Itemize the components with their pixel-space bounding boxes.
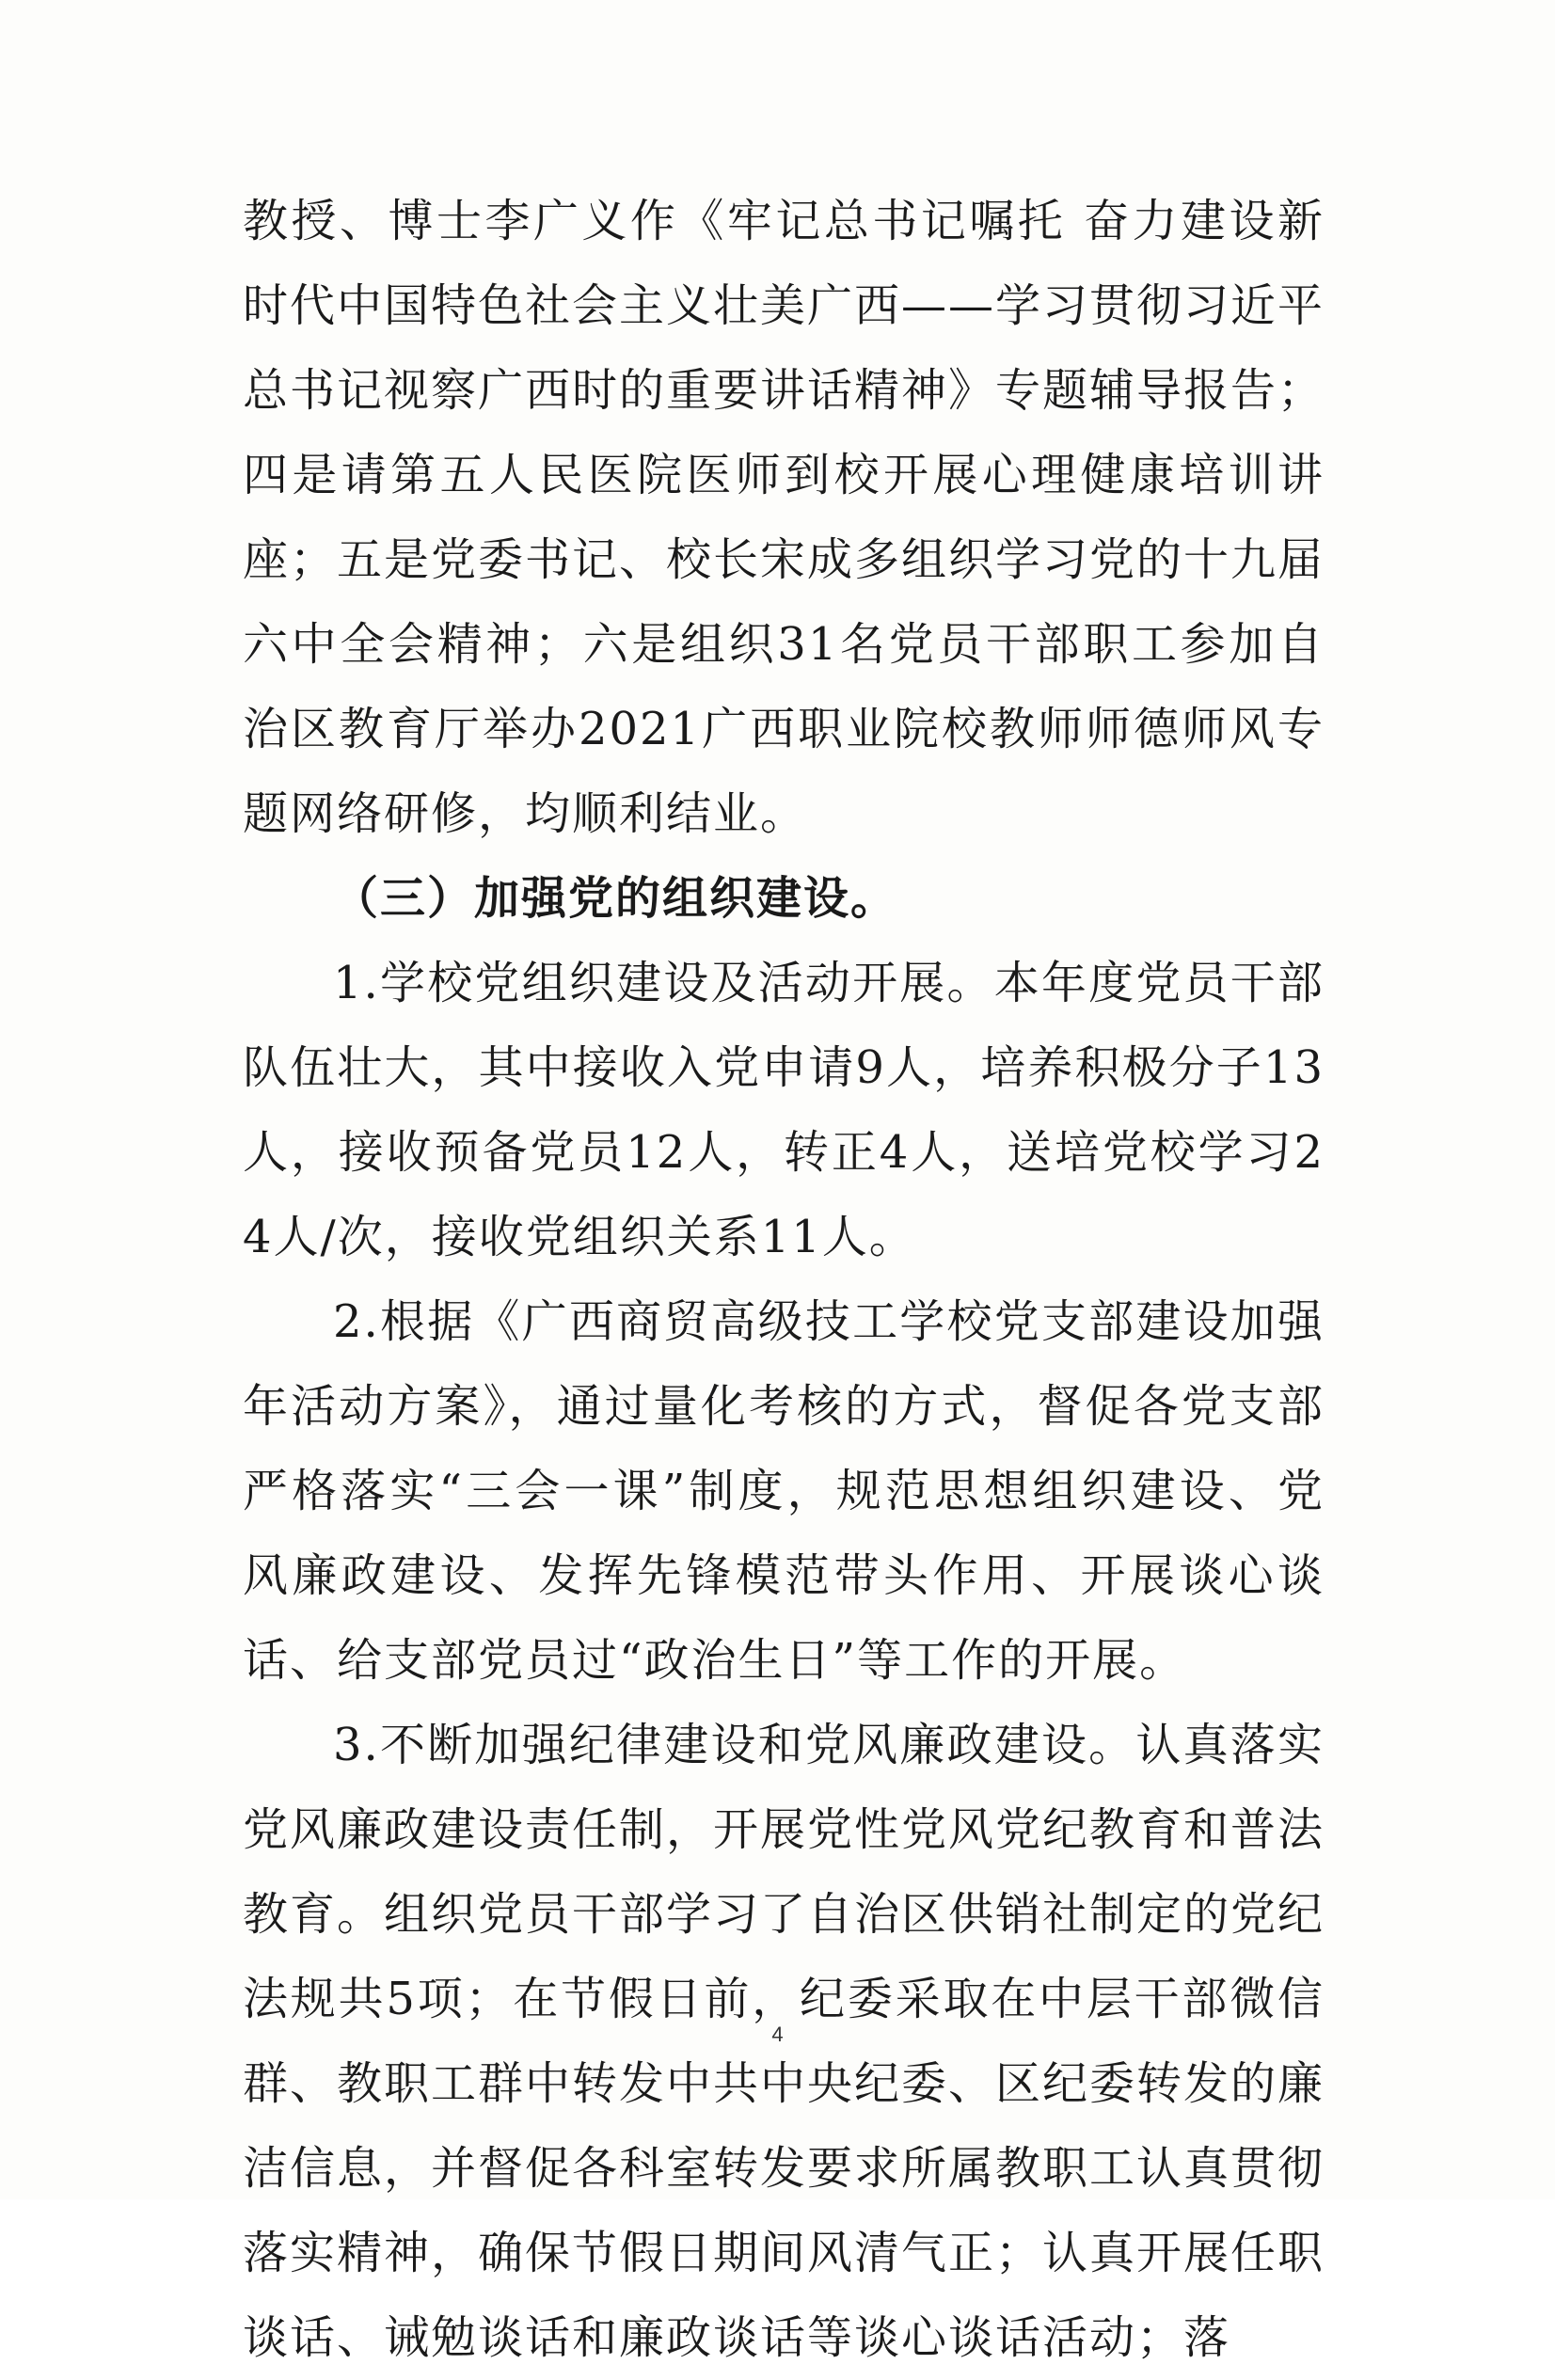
paragraph-continuation: 教授、博士李广义作《牢记总书记嘱托 奋力建设新时代中国特色社会主义壮美广西——学习贯彻习近平总书记视察广西时的重要讲话精神》专题辅导报告；四是请第五人民医院医师到校开展心理健康培训讲座；五是党委书记、校长宋成多组织学习党的十九届六中全会精神；六是组织31名党员干部职工参加自治区教育厅举办2021广西职业院校教师师德师风专题网络研修，均顺利结业。 — [243, 195, 1325, 840]
paragraph-item-2: 2.根据《广西商贸高级技工学校党支部建设加强年活动方案》，通过量化考核的方式，督促各党支部严格落实“三会一课”制度，规范思想组织建设、党风廉政建设、发挥先锋模范带头作用、开展谈心谈话、给支部党员过“政治生日”等工作的开展。 — [243, 1295, 1325, 1687]
body-text — [243, 179, 1325, 2380]
page-number: 4 — [771, 2023, 784, 2046]
paragraph-item-3: 3.不断加强纪律建设和党风廉政建设。认真落实党风廉政建设责任制，开展党性党风党纪教育和普法教育。组织党员干部学习了自治区供销社制定的党纪法规共5项；在节假日前，纪委采取在中层干部微信群、教职工群中转发中共中央纪委、区纪委转发的廉洁信息，并督促各科室转发要求所属教职工认真贯彻落实精神，确保节假日期间风清气正；认真开展任职谈话、诫勉谈话和廉政谈话等谈心谈话活动；落 — [243, 1719, 1325, 2364]
section-heading: （三）加强党的组织建设。 — [333, 872, 898, 925]
paragraph-item-1: 1.学校党组织建设及活动开展。本年度党员干部队伍壮大，其中接收入党申请9人，培养积极分子13人，接收预备党员12人，转正4人，送培党校学习24人/次，接收党组织关系11人。 — [243, 957, 1325, 1263]
